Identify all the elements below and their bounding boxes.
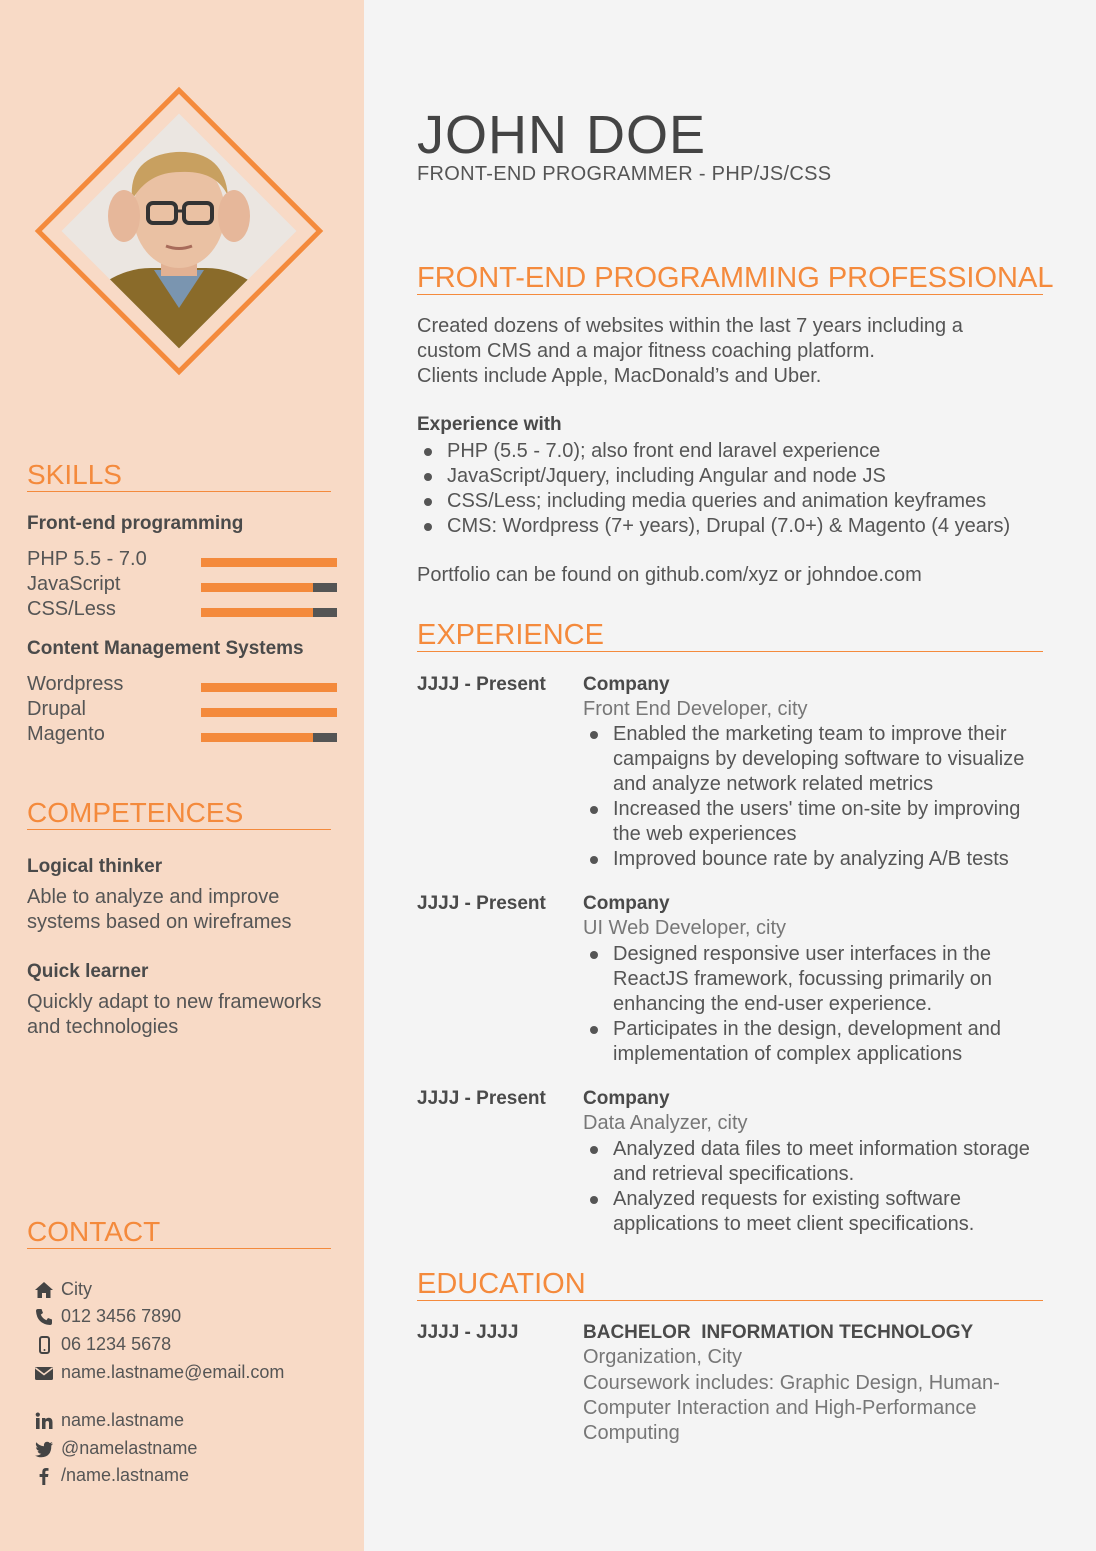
competence-title: Quick learner [27,961,149,982]
contact-heading: CONTACT [27,1216,331,1249]
job-role: Front End Developer, city [583,698,808,720]
skill-level-bar [201,708,337,717]
skill-row [27,723,337,748]
social-text[interactable]: name.lastname [61,1410,185,1430]
job-title: FRONT-END PROGRAMMER - PHP/JS/CSS [417,163,832,185]
sidebar [0,0,364,1551]
list-item: PHP (5.5 - 7.0); also front end laravel experience [417,439,1057,464]
skill-name: PHP 5.5 - 7.0 [27,548,147,570]
experience-with-list [417,439,1057,539]
contact-text: 06 1234 5678 [61,1334,172,1354]
skill-name: JavaScript [27,573,121,595]
phone-icon [34,1307,54,1327]
profile-intro [417,314,1037,389]
social-text[interactable]: @namelastname [61,1438,198,1458]
job-role: UI Web Developer, city [583,917,787,939]
job-company: Company [583,893,670,914]
intro-line: custom CMS and a major fitness coaching platform. [417,340,875,362]
job-bullets [583,722,1053,872]
skill-row [27,698,337,723]
skill-name: CSS/Less [27,598,116,620]
intro-line: Clients include Apple, MacDonald’s and Uber. [417,365,822,387]
skill-row [27,573,337,598]
social-text[interactable]: /name.lastname [61,1465,190,1485]
person-name [417,104,724,166]
competences-heading: COMPETENCES [27,797,331,830]
skill-name: Drupal [27,698,86,720]
experience-heading: EXPERIENCE [417,619,1043,652]
mobile-icon [34,1335,54,1355]
list-item: Improved bounce rate by analyzing A/B tests [583,847,1053,872]
envelope-icon [34,1363,54,1383]
intro-line: Created dozens of websites within the last 7 years including a [417,315,963,337]
skill-row [27,548,337,573]
skill-group-title: Content Management Systems [27,638,304,659]
education-organization: Organization, City [583,1346,742,1368]
profile-heading: FRONT-END PROGRAMMING PROFESSIONAL [417,262,1054,294]
skill-name: Wordpress [27,673,124,695]
portfolio-text: Portfolio can be found on github.com/xyz or johndoe.com [417,564,922,586]
profile-photo [26,78,332,384]
job-date: JJJJ - Present [417,674,546,695]
list-item: CMS: Wordpress (7+ years), Drupal (7.0+) & Magento (4 years) [417,514,1057,539]
skills-heading: SKILLS [27,459,331,492]
education-degree: BACHELOR INFORMATION TECHNOLOGY [583,1322,974,1343]
main-content [364,0,1096,1551]
competence-text: Quickly adapt to new frameworks and technologies [27,991,322,1038]
list-item: Increased the users' time on-site by improving the web experiences [583,797,1053,847]
photo-frame [35,87,323,375]
job-company: Company [583,1088,670,1109]
facebook-icon [34,1466,54,1486]
skill-level-bar [201,683,337,692]
skill-level-bar [201,733,337,742]
skill-level-bar [201,558,337,567]
list-item: Designed responsive user interfaces in the ReactJS framework, focussing primarily on enhancing the end-user experience. [583,942,1053,1017]
skill-row [27,598,337,623]
list-item: JavaScript/Jquery, including Angular and node JS [417,464,1057,489]
skill-name: Magento [27,723,105,745]
skill-level-bar [201,583,337,592]
job-company: Company [583,674,670,695]
competence-title: Logical thinker [27,856,163,877]
first-name: JOHN [417,105,568,165]
contact-text: City [61,1279,92,1299]
contact-text: 012 3456 7890 [61,1306,182,1326]
job-bullets [583,1137,1053,1237]
competence-text: Able to analyze and improve systems based on wireframes [27,886,292,933]
job-date: JJJJ - Present [417,893,546,914]
contact-text[interactable]: name.lastname@email.com [61,1362,285,1382]
skill-level-bar [201,608,337,617]
home-icon [34,1280,54,1300]
twitter-icon [34,1439,54,1459]
list-item: Participates in the design, development and implementation of complex applications [583,1017,1053,1067]
education-heading: EDUCATION [417,1268,1043,1301]
education-date: JJJJ - JJJJ [417,1322,519,1343]
list-item: Analyzed requests for existing software applications to meet client specifications. [583,1187,1053,1237]
list-item: Analyzed data files to meet information storage and retrieval specifications. [583,1137,1053,1187]
education-coursework: Coursework includes: Graphic Design, Human-Computer Interaction and High-Performance Computing [583,1372,1000,1444]
experience-with-title: Experience with [417,414,562,435]
list-item: Enabled the marketing team to improve their campaigns by developing software to visualize and analyze network related metrics [583,722,1053,797]
linkedin-icon [34,1411,54,1431]
job-role: Data Analyzer, city [583,1112,748,1134]
skill-group-title: Front-end programming [27,513,244,534]
job-date: JJJJ - Present [417,1088,546,1109]
last-name: DOE [586,105,707,165]
skill-row [27,673,337,698]
list-item: CSS/Less; including media queries and animation keyframes [417,489,1057,514]
job-bullets [583,942,1053,1067]
